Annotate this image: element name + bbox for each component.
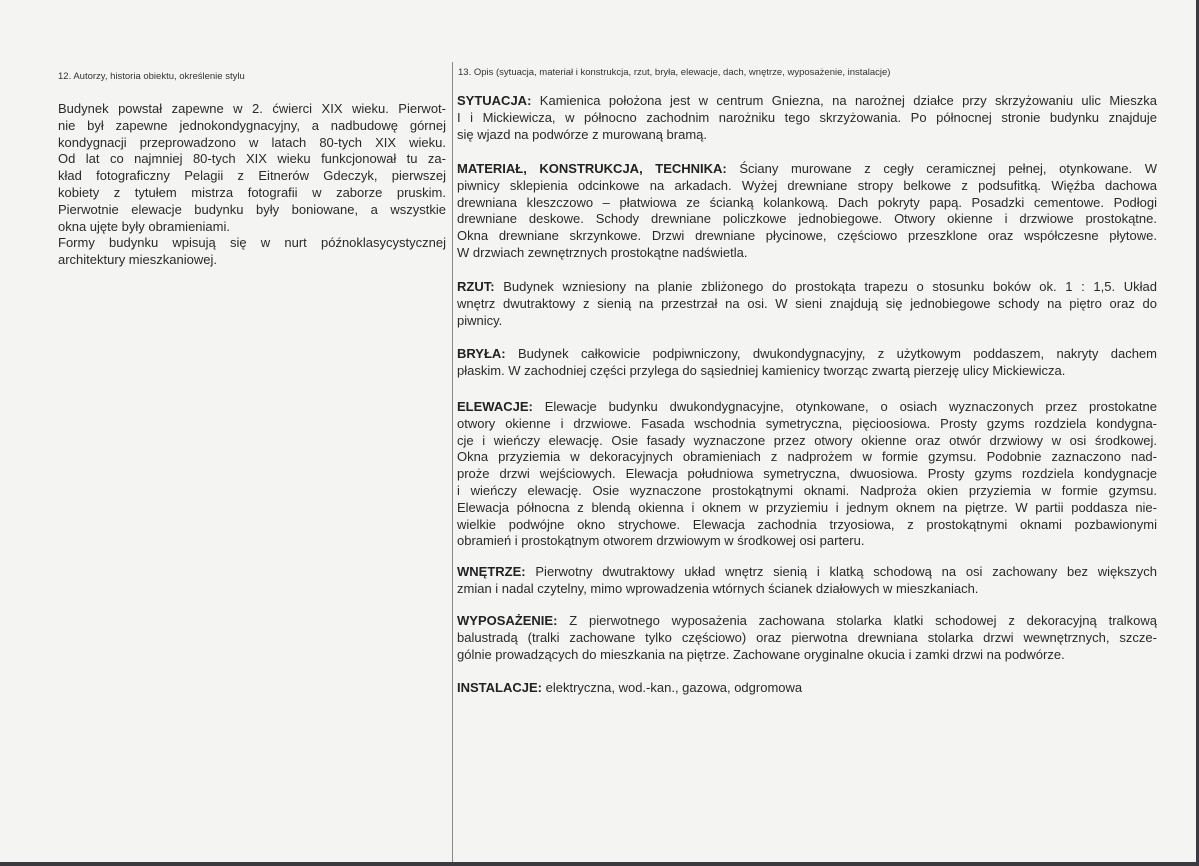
section-wnetrze [457, 564, 1157, 598]
column-divider [452, 62, 453, 862]
text-line [457, 228, 1157, 245]
line-text: Pierwotny dwutraktowy układ wnętrz sienią i klatką schodową na osi zachowany bez większych [535, 564, 1157, 579]
section-heading: BRYŁA: [457, 346, 506, 361]
line-text: gólnie prowadzących do mieszkania na piętrze. Zachowane oryginalne okucia i zamki drzwi na podwórze. [457, 646, 1065, 662]
section-rzut [457, 279, 1157, 329]
line-text: Z pierwotnego wyposażenia zachowana stolarka klatki schodowej z dekoracyjną tralkową [569, 613, 1157, 628]
line-text: balustradą (tralki zachowane tylko częściowo) oraz pierwotna drewniana stolarka drzwi wewnętrznych, szcze- [457, 629, 1157, 645]
text-line: nie był zapewne jednokondygnacyjny, a nadbudowę górnej [58, 117, 446, 133]
line-text: piwnicy. [457, 312, 503, 328]
text-line: Budynek powstał zapewne w 2. ćwierci XIX wieku. Pierwot- [58, 101, 446, 116]
line-text: zmian i nadal czytelny, mimo wprowadzenia wtórnych ścianek działowych w mieszkaniach. [457, 580, 979, 596]
text-line [457, 517, 1157, 534]
line-text: W drzwiach zewnętrznych prostokątne nadświetla. [457, 244, 748, 260]
line-text: Okna przyziemia w dekoracyjnych obramieniach z nadprożem w formie gzymsu. Podobnie zaznaczono nad- [457, 449, 1157, 465]
line-text: elektryczna, wod.-kan., gazowa, odgromowa [545, 680, 803, 695]
section-instalacje [457, 680, 1157, 697]
line-text: wnętrz dwutraktowy z sienią na przestrzał na osi. W sieni znajdują się jednobiegowe schody na piętro oraz do [457, 295, 1157, 311]
line-text: Okna drewniane skrzynkowe. Drzwi drewniane płycinowe, częściowo przeszklone oraz współczesne płytowe. [457, 228, 1157, 244]
text-line: architektury mieszkaniowej. [58, 252, 217, 268]
text-line [457, 195, 1157, 212]
text-line [457, 680, 1157, 697]
section-heading: WNĘTRZE: [457, 564, 526, 579]
section-bryla [457, 346, 1157, 380]
line-text: się wjazd na podwórze z murowaną bramą. [457, 126, 708, 142]
text-line [457, 433, 1157, 450]
text-line [457, 279, 1157, 296]
line-text: drewniana kleszczowo – płatwiowa ze ścianką kolankową. Dach pokryty papą. Posadzki cementowe. Podłogi [457, 194, 1157, 210]
section-heading: SYTUACJA: [457, 93, 532, 108]
line-text: obramień i prostokątnym otworem drzwiowym w środkowej osi parteru. [457, 533, 865, 549]
line-text: Elewacje budynku dwukondygnacyjne, otynkowane, o osiach wyznaczonych przez prostokatne [544, 399, 1157, 414]
line-text: piwnicy sklepienia odcinkowe na arkadach. Wyżej drewniane stropy belkowe z podsufitką. Więźba dachowa [457, 177, 1157, 193]
text-line [457, 93, 1157, 110]
line-text: Budynek całkowicie podpiwniczony, dwukondygnacyjny, z użytkowym poddaszem, nakryty dachem [518, 346, 1157, 361]
line-text: proże drzwi wejściowych. Elewacja południowa symetryczna, dwuosiowa. Prosty gzyms rozdziela kondygnacje [457, 466, 1157, 482]
text-line: kondygnacji przeprowadzono w latach 80-tych XIX wieku. [58, 134, 446, 150]
text-line [457, 613, 1157, 630]
text-line: Pierwotnie elewacje budynku były boniowane, a wszystkie [58, 201, 446, 217]
text-line [457, 161, 1157, 178]
section-sytuacja [457, 93, 1157, 143]
section-material [457, 161, 1157, 262]
text-line [457, 581, 1157, 598]
section-elewacje [457, 399, 1157, 550]
history-text [58, 101, 446, 269]
text-line: okna ujęte były obramieniami. [58, 218, 230, 234]
text-line: kobiety z tytułem mistrza fotografii w zaborze pruskim. [58, 184, 446, 200]
line-text: i wieńczy elewację. Osie wyznaczone prostokątnymi oknami. Nadproża okien przyziemia w formie gzymsu. [457, 482, 1157, 498]
line-text: otwory okienne i drzwiowe. Fasada wschodnia symetryczna, pięcioosiowa. Prosty gzyms rozdziela kondygna- [457, 415, 1157, 431]
line-text: Ściany murowane z cegły ceramicznej pełnej, otynkowane. W [739, 161, 1157, 176]
text-line [457, 564, 1157, 581]
text-line: Od lat co najmniej 80-tych XIX wieku funkcjonował tu za- [58, 151, 446, 167]
text-line [457, 245, 1157, 262]
text-line [457, 178, 1157, 195]
line-text: wielkie podwójne okno strychowe. Elewacja zachodnia trzyosiowa, z prostokątnymi oknami pozbawionymi [457, 516, 1157, 532]
right-column-header: 13. Opis (sytuacja, materiał i konstrukcja, rzut, bryła, elewacje, dach, wnętrze, wyposażenie, instalacje) [458, 67, 891, 78]
text-line [457, 500, 1157, 517]
text-line [457, 483, 1157, 500]
line-text: płaskim. W zachodniej części przylega do sąsiedniej kamienicy tworząc zwartą pierzeję ulicy Mickiewicza. [457, 362, 1066, 378]
text-line [457, 466, 1157, 483]
text-line [457, 363, 1157, 380]
text-line [457, 533, 1157, 550]
line-text: cje i wieńczy elewację. Osie fasady wyznaczone przez otwory okienne oraz otwór drzwiowy w osi środkowej. [457, 432, 1157, 448]
section-heading: ELEWACJE: [457, 399, 533, 414]
text-line [457, 346, 1157, 363]
text-line [457, 110, 1157, 127]
text-line [457, 127, 1157, 144]
line-text: Budynek wzniesiony na planie zbliżonego do prostokąta trapezu o stosunku boków ok. 1 : 1,5. Układ [503, 279, 1157, 294]
section-heading: INSTALACJE: [457, 680, 542, 695]
text-line: Formy budynku wpisują się w nurt późnoklasycystycznej [58, 235, 446, 251]
line-text: Kamienica położona jest w centrum Gniezna, na narożnej działce przy skrzyżowaniu ulic Mieszka [539, 93, 1157, 108]
line-text: I i Mickiewicza, w północno zachodnim narożniku tego skrzyżowania. Po północnej stronie budynku znajduje [457, 109, 1157, 125]
text-line [457, 416, 1157, 433]
text-line: kład fotograficzny Pelagii z Eitnerów Gdeczyk, pierwszej [58, 168, 446, 184]
section-heading: WYPOSAŻENIE: [457, 613, 558, 628]
left-column-header: 12. Autorzy, historia obiektu, określenie stylu [58, 71, 245, 82]
text-line [457, 296, 1157, 313]
section-heading: RZUT: [457, 279, 495, 294]
line-text: drewniane deskowe. Schody drewniane policzkowe jednobiegowe. Otwory okienne i drzwiowe prostokątne. [457, 211, 1157, 227]
text-line [457, 647, 1157, 664]
section-heading: MATERIAŁ, KONSTRUKCJA, TECHNIKA: [457, 161, 727, 176]
section-wyposazenie [457, 613, 1157, 663]
text-line [457, 449, 1157, 466]
line-text: Elewacja północna z blendą okienna i oknem w przyziemiu i jednym oknem na piętrze. W partii poddasza nie- [457, 499, 1157, 515]
text-line [457, 630, 1157, 647]
text-line [457, 399, 1157, 416]
text-line [457, 211, 1157, 228]
text-line [457, 313, 1157, 330]
